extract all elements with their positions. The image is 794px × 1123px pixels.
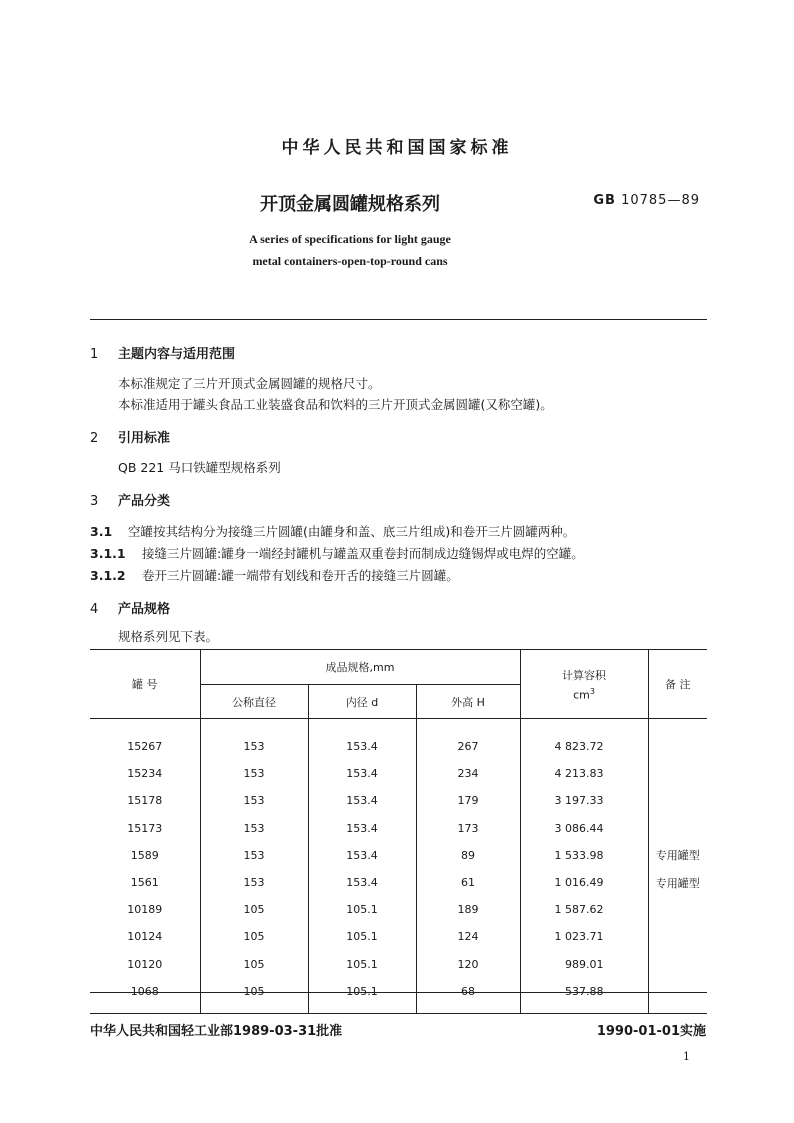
cell-nominal: 105	[200, 923, 308, 950]
cell-inner: 105.1	[308, 951, 416, 978]
standard-code-number: 10785—89	[621, 193, 700, 208]
cell-inner: 105.1	[308, 896, 416, 923]
header-finished-spec: 成品规格,mm	[200, 650, 520, 685]
clause-3-1-1-number: 3.1.1	[90, 546, 126, 561]
section-3-number: 3	[90, 494, 99, 509]
cell-remark	[648, 787, 707, 814]
cell-volume: 537.88	[520, 978, 648, 1013]
cell-nominal: 153	[200, 815, 308, 842]
section-1-title: 主题内容与适用范围	[118, 347, 236, 362]
national-standard-heading: 中华人民共和国国家标准	[281, 138, 513, 158]
cell-height: 61	[416, 869, 520, 896]
section-2-heading	[90, 427, 170, 446]
header-outer-height: 外高 H	[416, 685, 520, 719]
cell-inner: 153.4	[308, 787, 416, 814]
cell-can-no: 1561	[130, 876, 159, 890]
cell-height: 234	[416, 760, 520, 787]
cell-height: 124	[416, 923, 520, 950]
table-row	[90, 896, 707, 923]
clause-3-1	[90, 522, 575, 540]
cell-remark	[648, 978, 707, 1013]
cell-nominal: 153	[200, 787, 308, 814]
cell-inner: 105.1	[308, 923, 416, 950]
clause-3-1-2	[90, 566, 459, 584]
cell-can-no: 1068	[130, 984, 159, 998]
section-2-number: 2	[90, 431, 99, 446]
section-3-heading	[90, 490, 170, 509]
clause-3-1-text: 空罐按其结构分为接缝三片圆罐(由罐身和盖、底三片组成)和卷开三片圆罐两种。	[128, 524, 576, 539]
header-remarks: 备 注	[648, 650, 707, 719]
document-title: 开顶金属圆罐规格系列	[260, 194, 440, 215]
cell-height: 267	[416, 719, 520, 761]
header-volume-unit	[521, 687, 648, 702]
cell-height: 68	[416, 978, 520, 1013]
standard-code-prefix: GB	[593, 193, 616, 208]
section-4-title: 产品规格	[118, 602, 171, 617]
header-divider	[90, 319, 707, 320]
effective-date: 1990-01-01实施	[596, 1024, 706, 1039]
header-nominal-diameter: 公称直径	[200, 685, 308, 719]
cell-remark	[648, 923, 707, 950]
cell-volume: 989.01	[520, 951, 648, 978]
table-row	[90, 815, 707, 842]
english-title-line-2: metal containers-open-top-round cans	[252, 254, 448, 268]
table-row	[90, 869, 707, 896]
cell-volume: 3 086.44	[520, 815, 648, 842]
table-row	[90, 719, 707, 761]
section-1-heading	[90, 343, 235, 362]
cell-can-no: 10124	[127, 930, 163, 944]
cell-inner: 153.4	[308, 842, 416, 869]
table-row	[90, 951, 707, 978]
table-row	[90, 760, 707, 787]
section-2-para-1: QB 221 马口铁罐型规格系列	[118, 460, 281, 475]
cell-remark	[648, 719, 707, 761]
header-can-no: 罐 号	[90, 650, 200, 719]
cell-remark: 专用罐型	[648, 842, 707, 869]
cell-inner: 153.4	[308, 815, 416, 842]
clause-3-1-2-text: 卷开三片圆罐:罐一端带有划线和卷开舌的接缝三片圆罐。	[142, 568, 459, 583]
cell-height: 89	[416, 842, 520, 869]
table-row	[90, 842, 707, 869]
table-row	[90, 978, 707, 1013]
cell-nominal: 105	[200, 896, 308, 923]
cell-remark	[648, 815, 707, 842]
cell-can-no: 15267	[127, 740, 163, 754]
cell-volume: 4 823.72	[520, 719, 648, 761]
cell-volume: 1 587.62	[520, 896, 648, 923]
cell-can-no: 10189	[127, 903, 163, 917]
cell-nominal: 105	[200, 951, 308, 978]
table-row	[90, 787, 707, 814]
cell-can-no: 15178	[127, 794, 163, 808]
clause-3-1-number: 3.1	[90, 524, 113, 539]
clause-3-1-2-number: 3.1.2	[90, 568, 126, 583]
cell-inner: 105.1	[308, 978, 416, 1013]
approval-line: 中华人民共和国轻工业部1989-03-31批准	[90, 1024, 343, 1039]
section-1-number: 1	[90, 347, 99, 362]
footer-divider	[90, 1013, 707, 1014]
english-title-line-1: A series of specifications for light gauge	[249, 232, 451, 246]
cell-can-no: 15234	[127, 767, 163, 781]
cell-inner: 153.4	[308, 869, 416, 896]
table-row	[90, 923, 707, 950]
cell-height: 120	[416, 951, 520, 978]
volume-unit-exponent: 3	[589, 686, 595, 696]
standard-code	[560, 193, 700, 208]
cell-volume: 4 213.83	[520, 760, 648, 787]
cell-inner: 153.4	[308, 760, 416, 787]
cell-can-no: 10120	[127, 957, 163, 971]
header-volume-label: 计算容积	[562, 668, 606, 682]
volume-unit-base: cm	[573, 688, 590, 702]
section-1-para-2: 本标准适用于罐头食品工业装盛食品和饮料的三片开顶式金属圆罐(又称空罐)。	[118, 397, 553, 412]
cell-can-no: 1589	[130, 848, 159, 862]
cell-nominal: 153	[200, 760, 308, 787]
section-4-para-1: 规格系列见下表。	[118, 629, 219, 644]
cell-height: 189	[416, 896, 520, 923]
section-3-title: 产品分类	[118, 494, 171, 509]
clause-3-1-1	[90, 544, 584, 562]
cell-height: 173	[416, 815, 520, 842]
cell-volume: 1 533.98	[520, 842, 648, 869]
section-4-heading	[90, 598, 170, 617]
cell-volume: 1 023.71	[520, 923, 648, 950]
cell-remark	[648, 896, 707, 923]
cell-nominal: 153	[200, 719, 308, 761]
page-number: 1	[683, 1050, 690, 1063]
cell-can-no: 15173	[127, 821, 163, 835]
section-4-number: 4	[90, 602, 99, 617]
cell-nominal: 153	[200, 842, 308, 869]
cell-remark: 专用罐型	[648, 869, 707, 896]
section-2-title: 引用标准	[118, 431, 171, 446]
cell-nominal: 153	[200, 869, 308, 896]
spec-table	[90, 649, 707, 1013]
cell-volume: 1 016.49	[520, 869, 648, 896]
table-bottom-rule	[90, 992, 707, 993]
cell-volume: 3 197.33	[520, 787, 648, 814]
cell-inner: 153.4	[308, 719, 416, 761]
cell-remark	[648, 951, 707, 978]
cell-height: 179	[416, 787, 520, 814]
section-1-para-1: 本标准规定了三片开顶式金属圆罐的规格尺寸。	[118, 376, 381, 391]
header-volume	[520, 650, 648, 719]
spec-table-body	[90, 719, 707, 1013]
header-inner-diameter: 内径 d	[308, 685, 416, 719]
clause-3-1-1-text: 接缝三片圆罐:罐身一端经封罐机与罐盖双重卷封而制成边缝锡焊或电焊的空罐。	[142, 546, 584, 561]
cell-nominal: 105	[200, 978, 308, 1013]
cell-remark	[648, 760, 707, 787]
